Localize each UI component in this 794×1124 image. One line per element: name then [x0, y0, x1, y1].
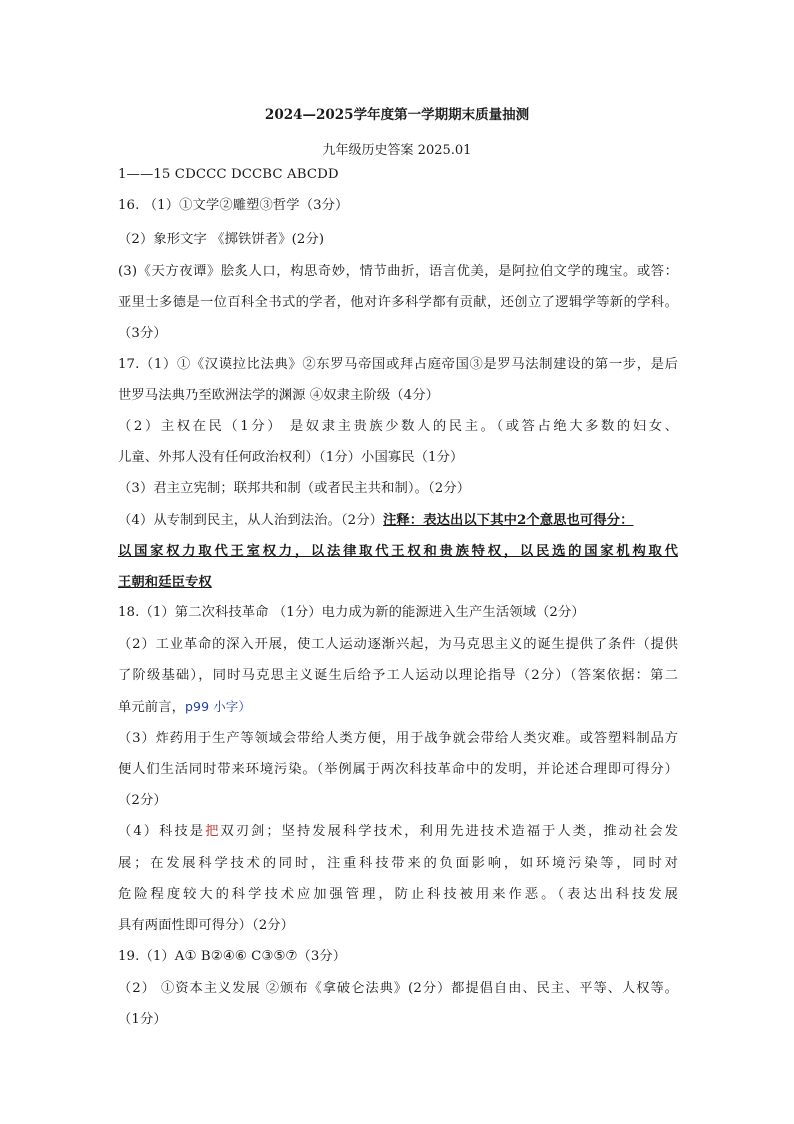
q17-note-line2: 以国家权力取代王室权力，以法律取代王权和贵族特权，以民选的国家机构取代 [118, 544, 678, 559]
page-subtitle: 九年级历史答案 2025.01 [322, 143, 472, 158]
q18-part2-line2: 了阶级基础），同时马克思主义诞生后给予工人运动以理论指导（2分）（答案依据：第二 [118, 668, 678, 683]
q16-part3-line2: 亚里士多德是一位百科全书式的学者，他对许多科学都有贡献，还创立了逻辑学等新的学科。 [118, 295, 678, 310]
q16-part3-line1: (3)《天方夜谭》脍炙人口，构思奇妙，情节曲折，语言优美，是阿拉伯文学的瑰宝。或答： [118, 264, 678, 279]
q18-part3-line1: （3）炸药用于生产等领域会带给人类方便，用于战争就会带给人类灾难。或答塑料制品方 [118, 731, 678, 746]
q18-part4-highlight: 把 [205, 824, 221, 839]
q18-part3-line3: （2分） [118, 793, 167, 808]
q17-part1-line2: 世罗马法典乃至欧洲法学的渊源 ④奴隶主阶级（4分） [118, 388, 440, 403]
q18-part4-line1-a: （4）科技是 [118, 824, 206, 839]
page-title: 2024—2025学年度第一学期期末质量抽测 [264, 107, 530, 123]
q18-part4-line4: 具有两面性即可得分）（2分） [118, 918, 295, 933]
q18-part4-line3: 危险程度较大的科学技术应加强管理，防止科技被用来作恶。（表达出科技发展 [118, 887, 678, 902]
q17-note-line3: 王朝和廷臣专权 [118, 575, 212, 590]
q17-part2-line1: （2）主权在民（1分） 是奴隶主贵族少数人的民主。（或答占绝大多数的妇女、 [118, 419, 678, 434]
q16-part2: （2）象形文字 《掷铁饼者》(2分) [118, 232, 325, 247]
q18-part4-line1 [118, 823, 678, 841]
q17-grading-note: 注释：表达出以下其中2个意思也可得分： [383, 513, 634, 528]
q18-part2-line3 [118, 698, 251, 717]
q19-part2-line2: （1分） [118, 1012, 167, 1027]
q16-part3-line3: （3分） [118, 326, 167, 341]
q17-part2-line2: 儿童、外邦人没有任何政治权利）（1分）小国寡民（1分） [118, 450, 464, 465]
q18-part2-line1: （2）工业革命的深入开展，使工人运动逐渐兴起，为马克思主义的诞生提供了条件（提供 [118, 637, 678, 652]
q17-part3: （3）君主立宪制；联邦共和制（或者民主共和制）。（2分） [118, 481, 471, 496]
q18-part4-line2: 展；在发展科学技术的同时，注重科技带来的负面影响，如环境污染等，同时对 [118, 856, 678, 871]
q17-part1-line1: 17.（1）①《汉谟拉比法典》②东罗马帝国或拜占庭帝国③是罗马法制建设的第一步，是后 [118, 357, 678, 372]
q16-part1: 16. （1）①文学②雕塑③哲学（3分） [118, 198, 349, 213]
q18-part3-line2: 便人们生活同时带来环境污染。（举例属于两次科技革命中的发明，并论述合理即可得分） [118, 762, 678, 777]
q17-part4-answer: （4）从专制到民主，从人治到法治。（2分） [118, 513, 384, 528]
q18-part4-line1-c: 双刃剑；坚持发展科学技术，利用先进技术造福于人类，推动社会发 [220, 824, 679, 839]
q19-part1: 19.（1）A① B②④⑥ C③⑤⑦（3分） [118, 949, 347, 964]
q19-part2-line1: （2） ①资本主义发展 ②颁布《拿破仑法典》(2分）都提倡自由、民主、平等、人权等。 [118, 981, 678, 996]
q17-part4-line1 [118, 512, 634, 530]
q18-part1: 18.（1）第二次科技革命 （1分）电力成为新的能源进入生产生活领域（2分） [118, 605, 585, 620]
q18-page-reference: p99 小字） [184, 699, 251, 714]
q18-part2-line3-text: 单元前言， [118, 700, 185, 715]
multiple-choice-answers: 1——15 CDCCC DCCBC ABCDD [118, 167, 339, 182]
